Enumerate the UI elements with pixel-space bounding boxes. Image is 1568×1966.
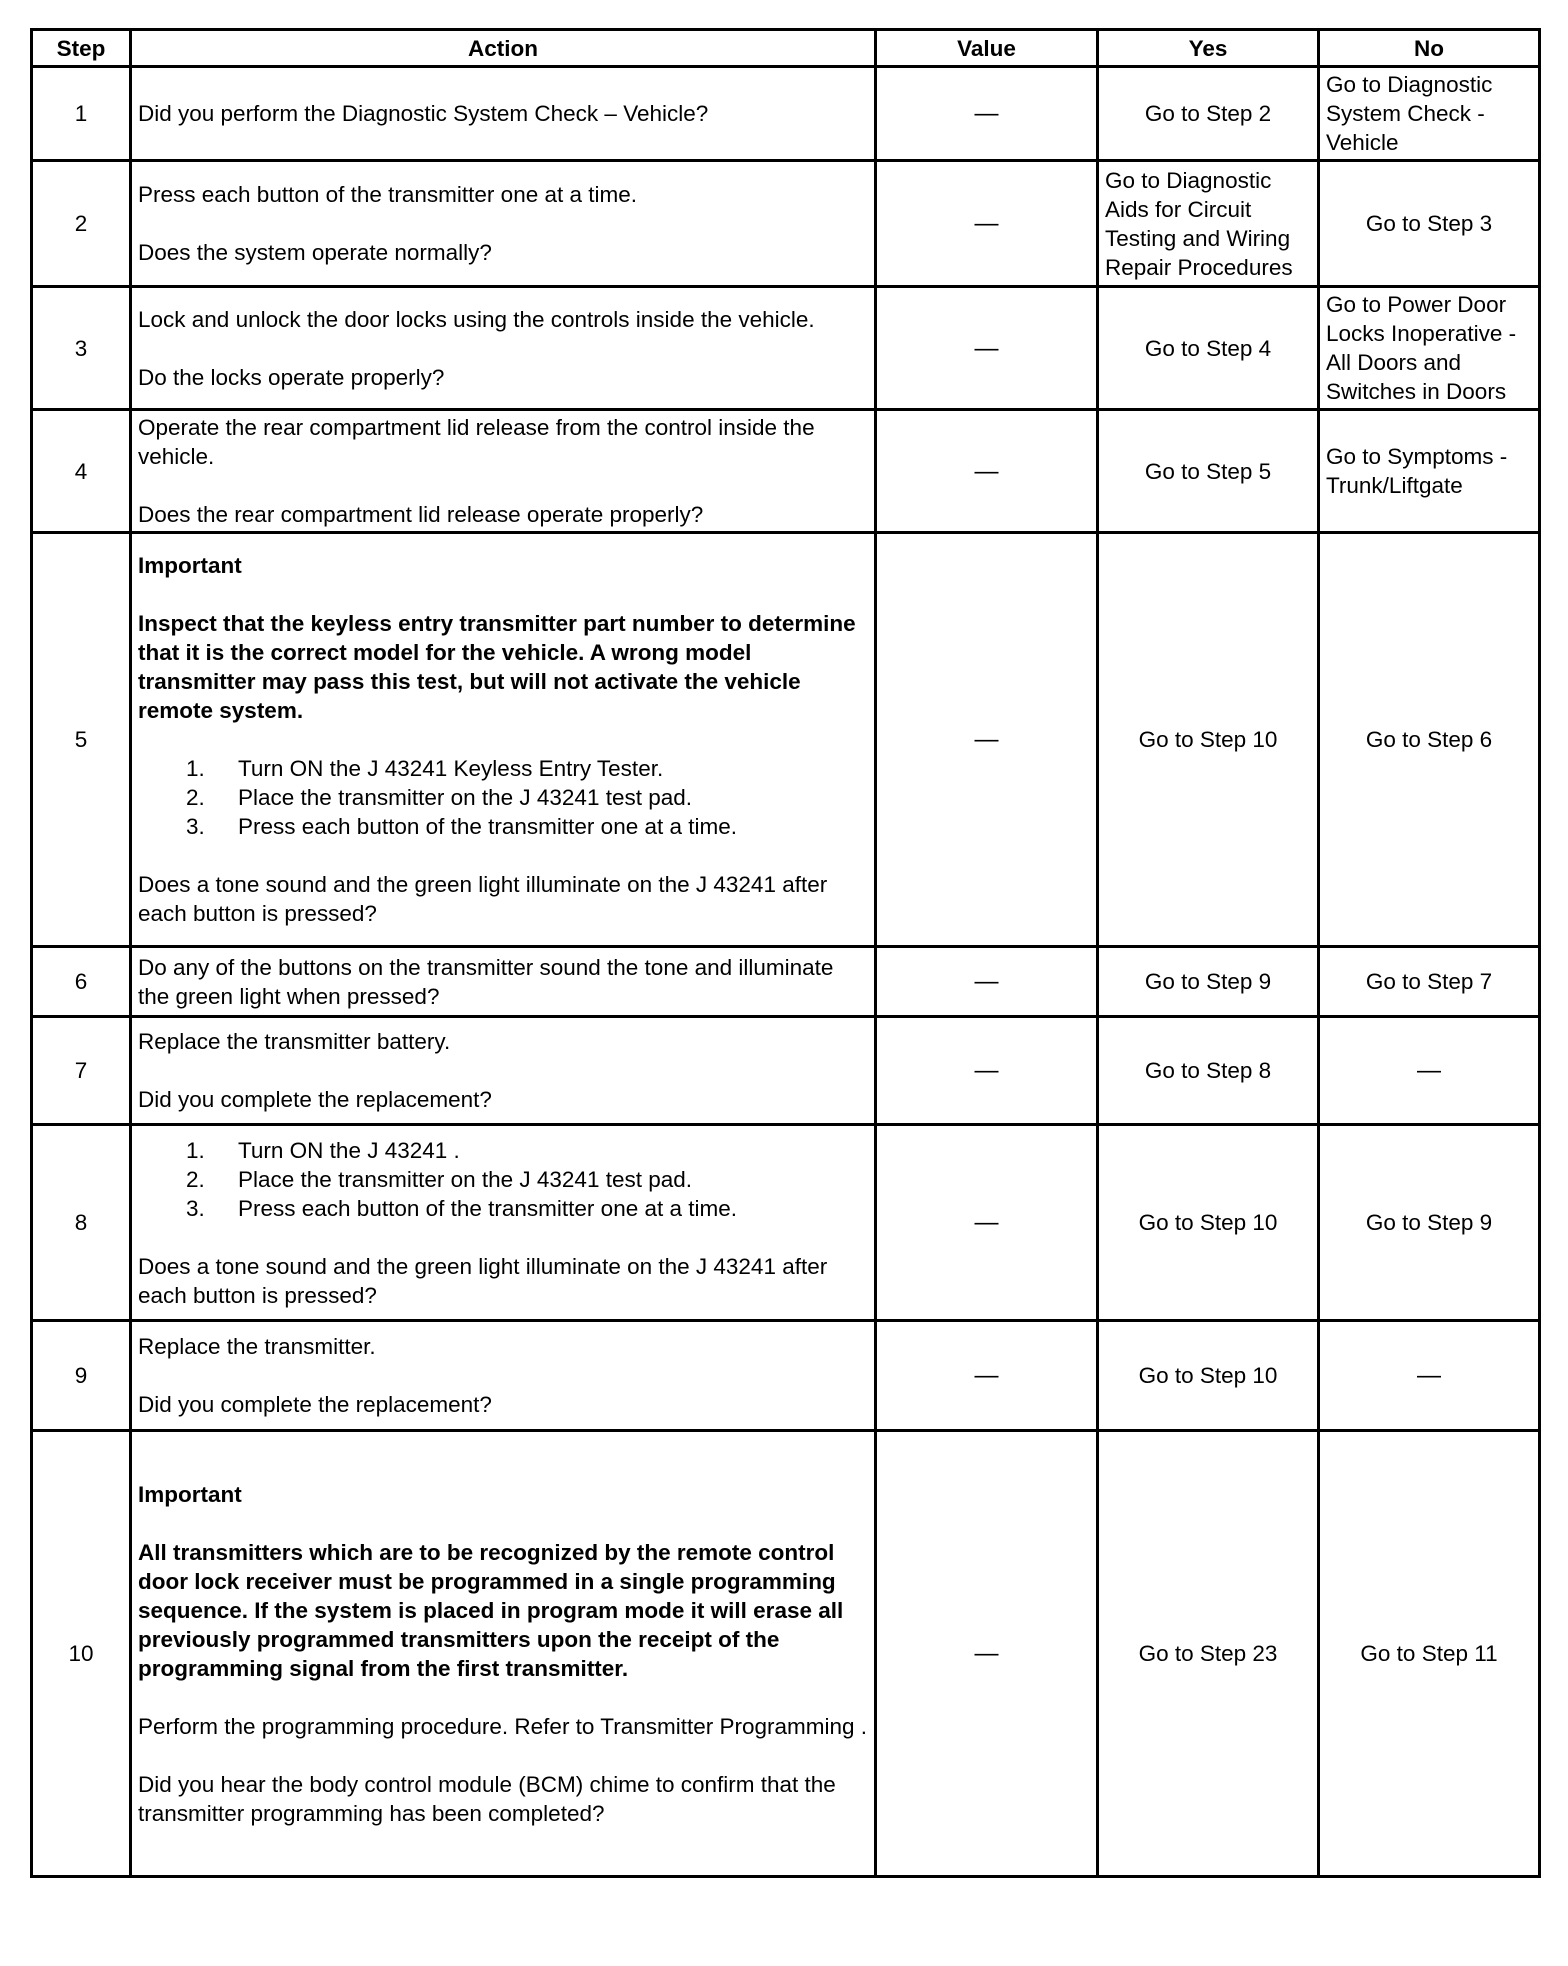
value-cell: — xyxy=(876,287,1098,410)
table-row xyxy=(32,1017,1540,1125)
action-instruction: Operate the rear compartment lid release from the control inside the vehicle. xyxy=(138,415,815,469)
table-row xyxy=(32,1431,1540,1877)
list-item: 3. Press each button of the transmitter one at a time. xyxy=(186,1195,738,1221)
value-cell: — xyxy=(876,410,1098,533)
no-cell: — xyxy=(1319,1321,1540,1431)
table-row xyxy=(32,287,1540,410)
yes-cell: Go to Step 2 xyxy=(1098,67,1319,161)
yes-cell: Go to Step 10 xyxy=(1098,1125,1319,1321)
value-cell: — xyxy=(876,533,1098,947)
no-cell: Go to Symptoms - Trunk/Liftgate xyxy=(1319,410,1540,533)
action-question: Does the system operate normally? xyxy=(138,240,492,265)
action-cell xyxy=(131,1321,876,1431)
action-question: Do the locks operate properly? xyxy=(138,364,445,390)
action-question: Do any of the buttons on the transmitter sound the tone and illuminate the green light when pressed? xyxy=(138,954,834,1009)
action-cell xyxy=(131,161,876,287)
yes-cell: Go to Step 4 xyxy=(1098,287,1319,410)
no-cell: Go to Step 7 xyxy=(1319,947,1540,1017)
action-instruction: Replace the transmitter. xyxy=(138,1334,376,1359)
yes-cell: Go to Step 8 xyxy=(1098,1017,1319,1125)
yes-cell: Go to Diagnostic Aids for Circuit Testing and Wiring Repair Procedures xyxy=(1098,161,1319,287)
action-question: Does a tone sound and the green light illuminate on the J 43241 after each button is pressed? xyxy=(138,872,828,926)
yes-cell: Go to Step 5 xyxy=(1098,410,1319,533)
action-instruction: Press each button of the transmitter one at a time. xyxy=(138,182,638,207)
yes-cell: Go to Step 9 xyxy=(1098,947,1319,1017)
list-item: 2. Place the transmitter on the J 43241 test pad. xyxy=(186,785,693,810)
list-item: 2. Place the transmitter on the J 43241 test pad. xyxy=(186,1166,693,1192)
value-cell: — xyxy=(876,1431,1098,1877)
action-question: Did you perform the Diagnostic System Check – Vehicle? xyxy=(138,101,709,126)
step-number: 4 xyxy=(32,410,131,533)
yes-cell: Go to Step 10 xyxy=(1098,533,1319,947)
action-cell xyxy=(131,1125,876,1321)
no-cell: Go to Step 9 xyxy=(1319,1125,1540,1321)
action-cell xyxy=(131,410,876,533)
value-cell: — xyxy=(876,947,1098,1017)
step-number: 8 xyxy=(32,1125,131,1321)
no-cell: Go to Diagnostic System Check - Vehicle xyxy=(1319,67,1540,161)
important-note: Inspect that the keyless entry transmitter part number to determine that it is the correct model for the vehicle. A wrong model transmitter may pass this test, but will not activate the vehicle remote system. xyxy=(138,611,856,723)
important-heading: Important xyxy=(138,553,242,578)
no-cell: Go to Step 11 xyxy=(1319,1431,1540,1877)
table-row xyxy=(32,1321,1540,1431)
value-cell: — xyxy=(876,67,1098,161)
action-cell xyxy=(131,67,876,161)
table-row xyxy=(32,67,1540,161)
important-heading: Important xyxy=(138,1481,242,1507)
action-question: Did you complete the replacement? xyxy=(138,1392,492,1417)
action-question: Did you complete the replacement? xyxy=(138,1087,492,1112)
step-number: 2 xyxy=(32,161,131,287)
table-row xyxy=(32,410,1540,533)
list-item: 3. Press each button of the transmitter one at a time. xyxy=(186,814,738,839)
table-row xyxy=(32,947,1540,1017)
no-cell: Go to Step 3 xyxy=(1319,161,1540,287)
step-number: 3 xyxy=(32,287,131,410)
table-row xyxy=(32,533,1540,947)
list-item: 1. Turn ON the J 43241 . xyxy=(186,1137,460,1163)
action-question: Did you hear the body control module (BCM) chime to confirm that the transmitter programming has been completed? xyxy=(138,1771,836,1826)
header-yes: Yes xyxy=(1098,30,1319,67)
table-row xyxy=(32,1125,1540,1321)
step-number: 7 xyxy=(32,1017,131,1125)
action-cell xyxy=(131,533,876,947)
action-instruction: Lock and unlock the door locks using the controls inside the vehicle. xyxy=(138,306,815,332)
action-instruction: Replace the transmitter battery. xyxy=(138,1029,451,1054)
action-cell xyxy=(131,947,876,1017)
step-number: 1 xyxy=(32,67,131,161)
no-cell: Go to Power Door Locks Inoperative - All Doors and Switches in Doors xyxy=(1319,287,1540,410)
action-question: Does the rear compartment lid release operate properly? xyxy=(138,502,704,527)
no-cell: — xyxy=(1319,1017,1540,1125)
procedure-list xyxy=(138,754,868,841)
important-note: All transmitters which are to be recognized by the remote control door lock receiver must be programmed in a single programming sequence. If the system is placed in program mode it will erase all previously programmed transmitters upon the receipt of the programming signal from the first transmitter. xyxy=(138,1539,844,1681)
value-cell: — xyxy=(876,1321,1098,1431)
diagnostic-table xyxy=(30,28,1541,1878)
header-no: No xyxy=(1319,30,1540,67)
action-question: Does a tone sound and the green light illuminate on the J 43241 after each button is pressed? xyxy=(138,1253,828,1308)
yes-cell: Go to Step 10 xyxy=(1098,1321,1319,1431)
procedure-list xyxy=(138,1136,868,1223)
no-cell: Go to Step 6 xyxy=(1319,533,1540,947)
value-cell: — xyxy=(876,1125,1098,1321)
step-number: 10 xyxy=(32,1431,131,1877)
value-cell: — xyxy=(876,1017,1098,1125)
table-row xyxy=(32,161,1540,287)
header-action: Action xyxy=(131,30,876,67)
header-step: Step xyxy=(32,30,131,67)
value-cell: — xyxy=(876,161,1098,287)
step-number: 9 xyxy=(32,1321,131,1431)
step-number: 6 xyxy=(32,947,131,1017)
step-number: 5 xyxy=(32,533,131,947)
table-header-row xyxy=(32,30,1540,67)
header-value: Value xyxy=(876,30,1098,67)
action-cell xyxy=(131,287,876,410)
yes-cell: Go to Step 23 xyxy=(1098,1431,1319,1877)
action-instruction: Perform the programming procedure. Refer to Transmitter Programming . xyxy=(138,1713,868,1739)
action-cell xyxy=(131,1431,876,1877)
list-item: 1. Turn ON the J 43241 Keyless Entry Tester. xyxy=(186,756,664,781)
action-cell xyxy=(131,1017,876,1125)
